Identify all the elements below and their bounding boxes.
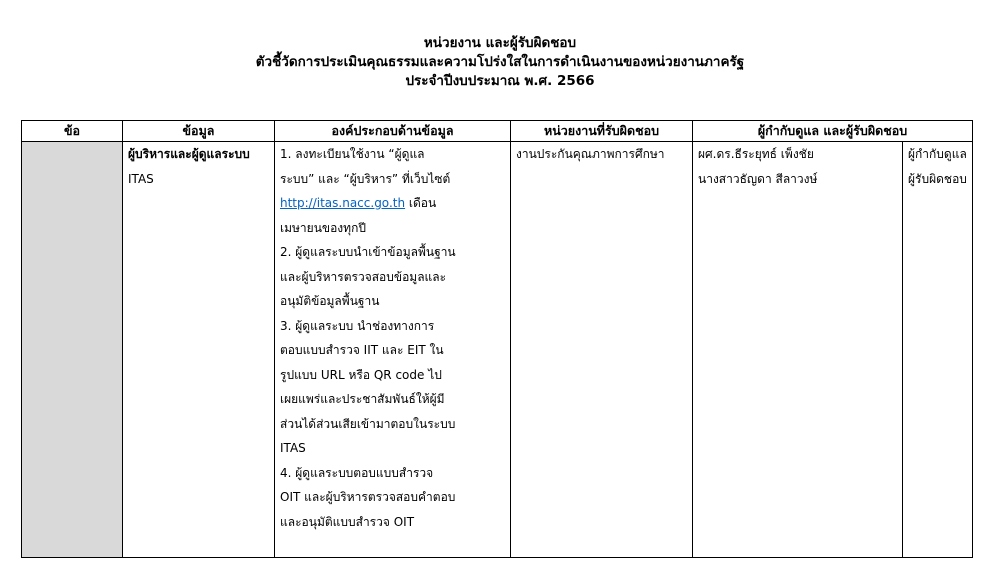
header-no: ข้อ bbox=[22, 121, 123, 142]
step1-link-line bbox=[280, 191, 505, 216]
header-supervisor: ผู้กำกับดูแล และผู้รับผิดชอบ bbox=[693, 121, 973, 142]
title-line-1: หน่วยงาน และผู้รับผิดชอบ bbox=[423, 35, 577, 51]
step2-line-b: และผู้บริหารตรวจสอบข้อมูลและ bbox=[280, 269, 447, 284]
step3-line-f: ITAS bbox=[280, 441, 306, 455]
header-topic: ข้อมูล bbox=[123, 121, 275, 142]
itas-link[interactable]: http://itas.nacc.go.th bbox=[280, 196, 406, 210]
person-supervisor: ผศ.ดร.ธีระยุทธ์ เพ็งชัย bbox=[698, 147, 814, 161]
person-responsible: นางสาวธัญดา สีลาวงษ์ bbox=[698, 171, 818, 186]
step3-line-a: 3. ผู้ดูแลระบบ นำช่องทางการ bbox=[280, 318, 435, 333]
step4-line-a: 4. ผู้ดูแลระบบตอบแบบสำรวจ bbox=[280, 465, 434, 480]
step4-line-b: OIT และผู้บริหารตรวจสอบคำตอบ bbox=[280, 490, 456, 504]
step3-line-d: เผยแพร่และประชาสัมพันธ์ให้ผู้มี bbox=[280, 392, 445, 406]
cell-no bbox=[22, 142, 123, 558]
table-row bbox=[22, 142, 973, 558]
cell-topic bbox=[123, 142, 275, 558]
topic-line-2: ITAS bbox=[128, 171, 154, 186]
role-responsible: ผู้รับผิดชอบ bbox=[908, 171, 967, 186]
cell-persons bbox=[693, 142, 903, 558]
step1-line-d: เมษายนของทุกปี bbox=[280, 220, 366, 235]
cell-roles bbox=[903, 142, 973, 558]
topic-line-1: ผู้บริหารและผู้ดูแลระบบ bbox=[128, 147, 250, 161]
step1-line-c: เดือน bbox=[405, 196, 437, 210]
step4-line-c: และอนุมัติแบบสำรวจ OIT bbox=[280, 514, 415, 529]
title-line-3: ประจำปีงบประมาณ พ.ศ. 2566 bbox=[405, 73, 595, 89]
table-header-row bbox=[22, 121, 973, 142]
title-line-2: ตัวชี้วัดการประเมินคุณธรรมและความโปร่งใสในการดำเนินงานของหน่วยงานภาครัฐ bbox=[255, 54, 745, 70]
step1-line-a: 1. ลงทะเบียนใช้งาน “ผู้ดูแล bbox=[280, 147, 425, 161]
document-title bbox=[0, 34, 1000, 91]
step2-line-a: 2. ผู้ดูแลระบบนำเข้าข้อมูลพื้นฐาน bbox=[280, 245, 456, 259]
role-supervisor: ผู้กำกับดูแล bbox=[908, 147, 967, 161]
step3-line-b: ตอบแบบสำรวจ IIT และ EIT ใน bbox=[280, 343, 444, 357]
responsibility-table bbox=[21, 120, 973, 558]
header-components: องค์ประกอบด้านข้อมูล bbox=[275, 121, 511, 142]
cell-components bbox=[275, 142, 511, 558]
cell-unit: งานประกันคุณภาพการศึกษา bbox=[511, 142, 693, 558]
header-unit: หน่วยงานที่รับผิดชอบ bbox=[511, 121, 693, 142]
step3-line-c: รูปแบบ URL หรือ QR code ไป bbox=[280, 367, 442, 382]
step3-line-e: ส่วนได้ส่วนเสียเข้ามาตอบในระบบ bbox=[280, 416, 456, 431]
step1-line-b: ระบบ” และ “ผู้บริหาร” ที่เว็บไซต์ bbox=[280, 171, 451, 186]
step2-line-c: อนุมัติข้อมูลพื้นฐาน bbox=[280, 294, 380, 308]
